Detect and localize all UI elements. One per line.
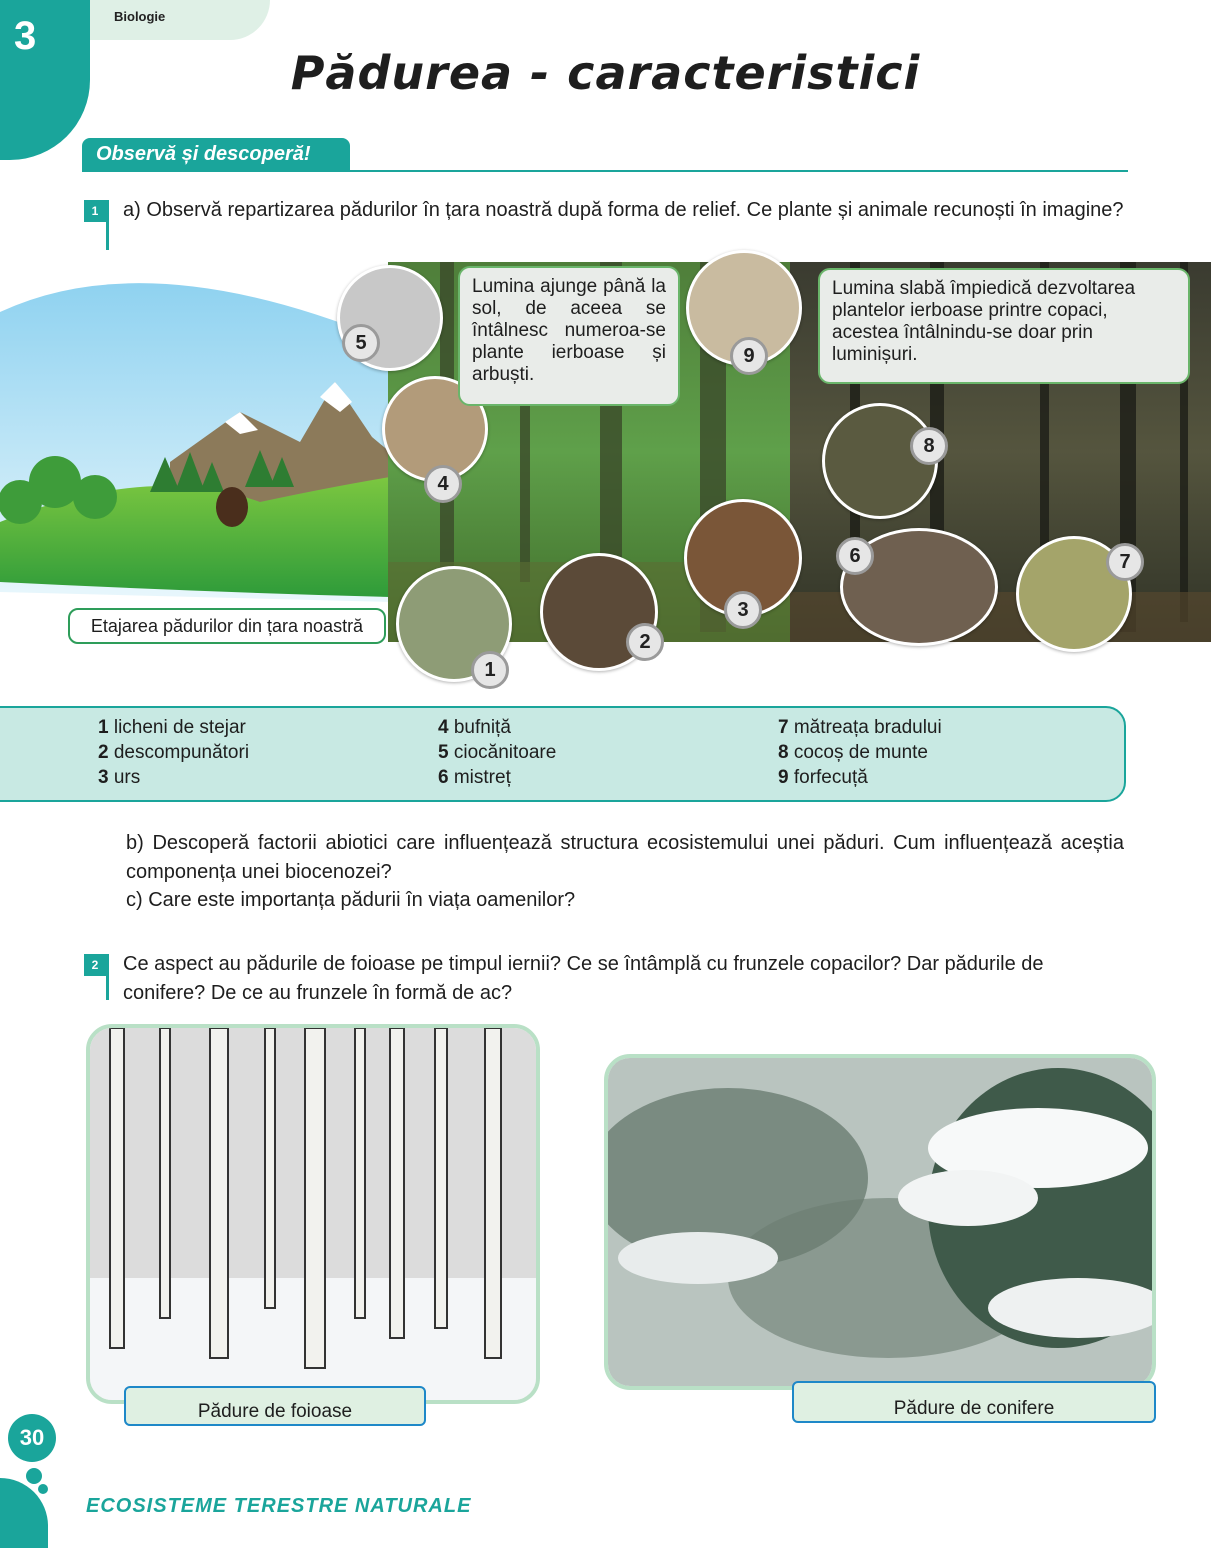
page-title: Pădurea - caracteristici [290,46,921,100]
light-reaches-ground-note: Lumina ajunge până la sol, de aceea se întâlnesc numeroa-se plante ierboase și arbuști. [458,266,680,406]
conifer-forest-photo [604,1054,1156,1390]
scene-caption: Etajarea pădurilor din țara noastră [68,608,386,644]
section-label: Observă și descoperă! [96,143,311,165]
legend-item: 9 forfecuță [778,767,868,788]
question-1b-text: b) Descoperă factorii abiotici care influențează structura ecosistemului unei păduri. Cum influențează aceștia componența unei biocenozei? [126,832,1124,883]
legend-item: 4 bufniță [438,717,511,738]
section-divider [82,170,1128,172]
badge-7: 7 [1106,543,1144,581]
subject-label: Biologie [114,9,166,24]
question-1a-text: a) Observă repartizarea pădurilor în țara noastră după forma de relief. Ce plante și animale recunoști în imagine? [123,199,1124,221]
legend-item: 8 cocoș de munte [778,742,928,763]
birch-forest-image [90,1028,536,1400]
deciduous-forest-photo [86,1024,540,1404]
question-2-marker: 2 [84,954,106,976]
header-band [70,0,270,40]
badge-8: 8 [910,427,948,465]
legend-column-2 [438,715,556,790]
badge-5: 5 [342,324,380,362]
badge-4: 4 [424,465,462,503]
legend-item: 1 licheni de stejar [98,717,246,738]
badge-3: 3 [724,591,762,629]
badge-1: 1 [471,651,509,689]
low-light-note: Lumina slabă împiedică dezvoltarea plantelor ierboase printre copaci, acestea întâlnindu-se doar prin luminișuri. [818,268,1190,384]
legend-item: 3 urs [98,767,141,788]
page-number: 30 [8,1414,56,1462]
legend-item: 7 mătreața bradului [778,717,942,738]
badge-6: 6 [836,537,874,575]
legend-item: 6 mistreț [438,767,511,788]
badge-2: 2 [626,623,664,661]
question-1-bar [106,200,109,250]
legend-item: 2 descompunători [98,742,250,763]
legend-column-3 [778,715,942,790]
bear-figure [216,487,248,527]
question-2-bar [106,954,109,1000]
badge-9: 9 [730,337,768,375]
footer-dot [38,1484,48,1494]
snowy-conifer-image [608,1058,1152,1386]
footer-dot [26,1468,42,1484]
question-1-marker: 1 [84,200,106,222]
question-1c-text: c) Care este importanța pădurii în viața oamenilor? [126,889,576,911]
conifer-caption: Pădure de conifere [792,1381,1156,1423]
legend-column-1 [98,715,249,790]
chapter-number: 3 [14,14,37,58]
deciduous-caption: Pădure de foioase [124,1386,426,1426]
question-2-text: Ce aspect au pădurile de foioase pe timpul iernii? Ce se întâmplă cu frunzele copacilor? Dar pădurile de conifere? De ce au frunzele în formă de ac? [123,953,1044,1004]
legend-item: 5 ciocănitoare [438,742,557,763]
unit-title: ECOSISTEME TERESTRE NATURALE [86,1495,472,1517]
